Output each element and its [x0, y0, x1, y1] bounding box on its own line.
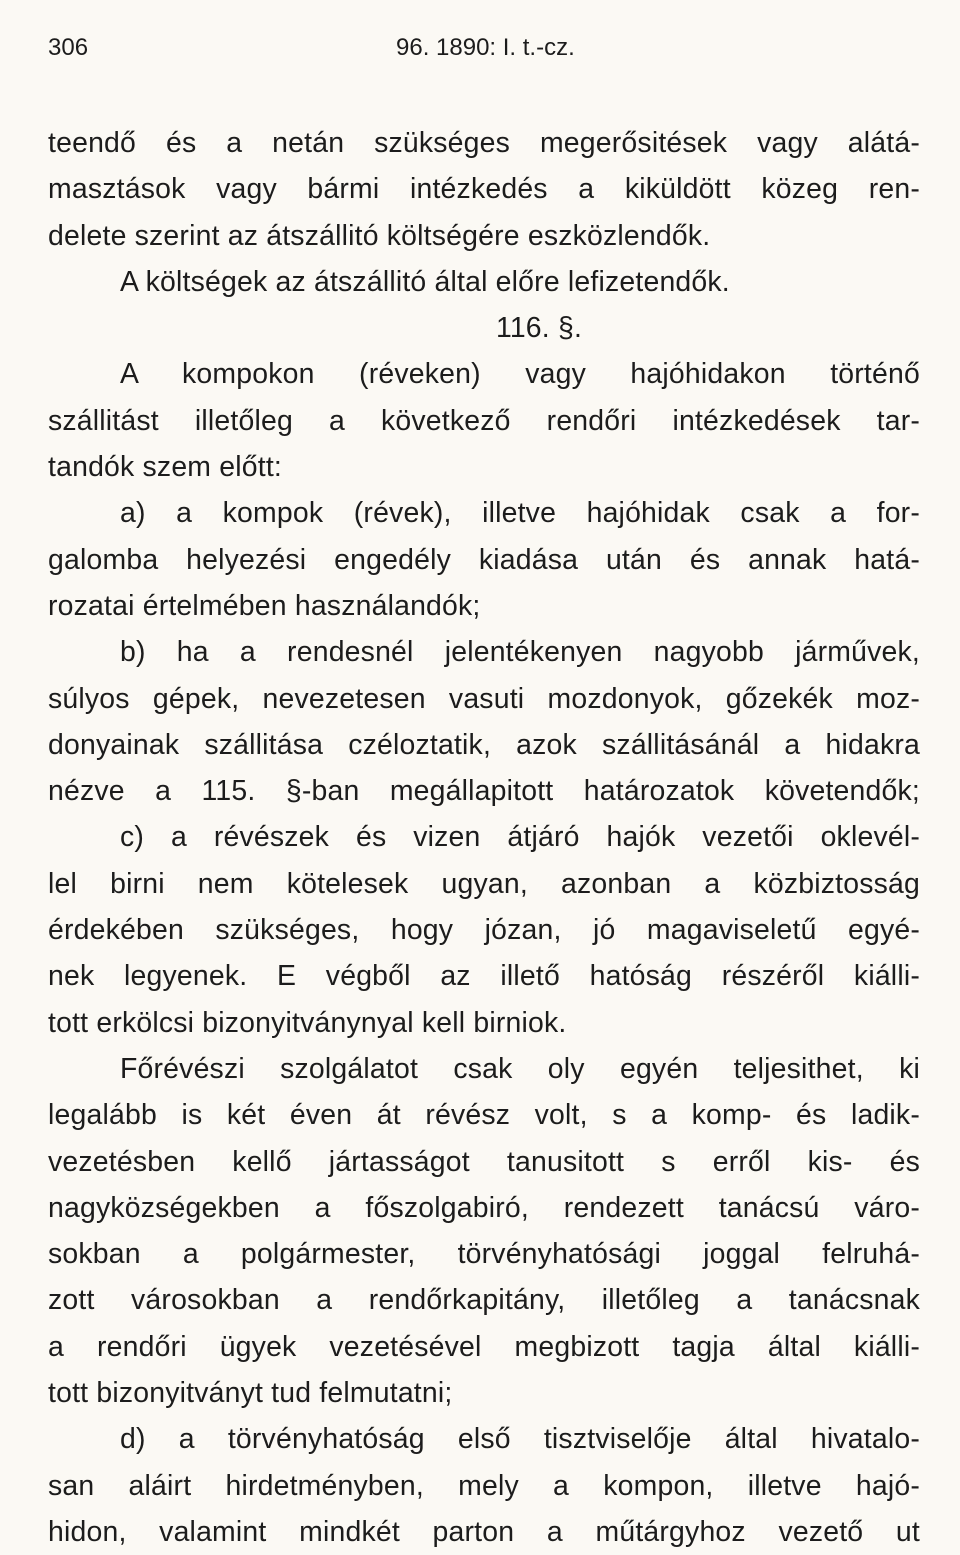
page-number: 306 — [48, 34, 89, 61]
text-line: nézve a 115. §-ban megállapitott határozatok követendők; — [48, 775, 920, 808]
text-line: tott erkölcsi bizonyitványnyal kell birniok. — [48, 1006, 567, 1039]
text-line: sokban a polgármester, törvényhatósági joggal felruhá- — [48, 1238, 920, 1271]
text-line: masztások vagy bármi intézkedés a kiküldött közeg ren- — [48, 173, 920, 206]
text-line: d) a törvényhatóság első tisztviselője által hivatalo- — [120, 1423, 920, 1456]
text-line: zott városokban a rendőrkapitány, illetőleg a tanácsnak — [48, 1284, 920, 1317]
text-line: donyainak szállitása czéloztatik, azok szállitásánál a hidakra — [48, 728, 920, 761]
body-text — [48, 120, 920, 1555]
text-line: rozatai értelmében használandók; — [48, 589, 481, 622]
text-line: érdekében szükséges, hogy józan, jó magaviseletű egyé- — [48, 914, 920, 947]
text-line: nek legyenek. E végből az illető hatóság részéről kiálli- — [48, 960, 920, 993]
text-line: san aláirt hirdetményben, mely a kompon, illetve hajó- — [48, 1469, 920, 1502]
text-line: szállitást illetőleg a következő rendőri intézkedések tar- — [48, 404, 920, 437]
running-head: 96. 1890: I. t.-cz. — [396, 34, 575, 61]
section-heading: 116. §. — [495, 312, 583, 345]
text-line: hidon, valamint mindkét parton a műtárgyhoz vezető ut — [48, 1515, 920, 1548]
text-line: delete szerint az átszállitó költségére eszközlendők. — [48, 219, 711, 252]
text-line: a rendőri ügyek vezetésével megbizott tagja által kiálli- — [48, 1330, 920, 1363]
text-line: lel birni nem kötelesek ugyan, azonban a közbiztosság — [48, 867, 920, 900]
text-line: tott bizonyitványt tud felmutatni; — [48, 1377, 453, 1410]
text-line: galomba helyezési engedély kiadása után és annak hatá- — [48, 543, 920, 576]
page-header — [48, 28, 920, 68]
text-line: A költségek az átszállitó által előre lefizetendők. — [120, 265, 730, 298]
text-line: Főrévészi szolgálatot csak oly egyén teljesithet, ki — [120, 1052, 920, 1085]
text-line: súlyos gépek, nevezetesen vasuti mozdonyok, gőzekék moz- — [48, 682, 920, 715]
text-line: teendő és a netán szükséges megerősitések vagy alátá- — [48, 127, 920, 159]
text-line: nagyközségekben a főszolgabiró, rendezett tanácsú váro- — [48, 1191, 920, 1224]
text-line: A kompokon (réveken) vagy hajóhidakon történő — [120, 358, 920, 391]
text-line: b) ha a rendesnél jelentékenyen nagyobb járművek, — [120, 636, 920, 669]
text-line: a) a kompok (révek), illetve hajóhidak csak a for- — [120, 497, 920, 530]
text-line: tandók szem előtt: — [48, 451, 282, 484]
text-line: vezetésben kellő jártasságot tanusitott s erről kis- és — [48, 1145, 920, 1178]
text-line: legalább is két éven át révész volt, s a komp- és ladik- — [48, 1099, 920, 1132]
text-line: c) a révészek és vizen átjáró hajók vezetői oklevél- — [120, 821, 920, 854]
